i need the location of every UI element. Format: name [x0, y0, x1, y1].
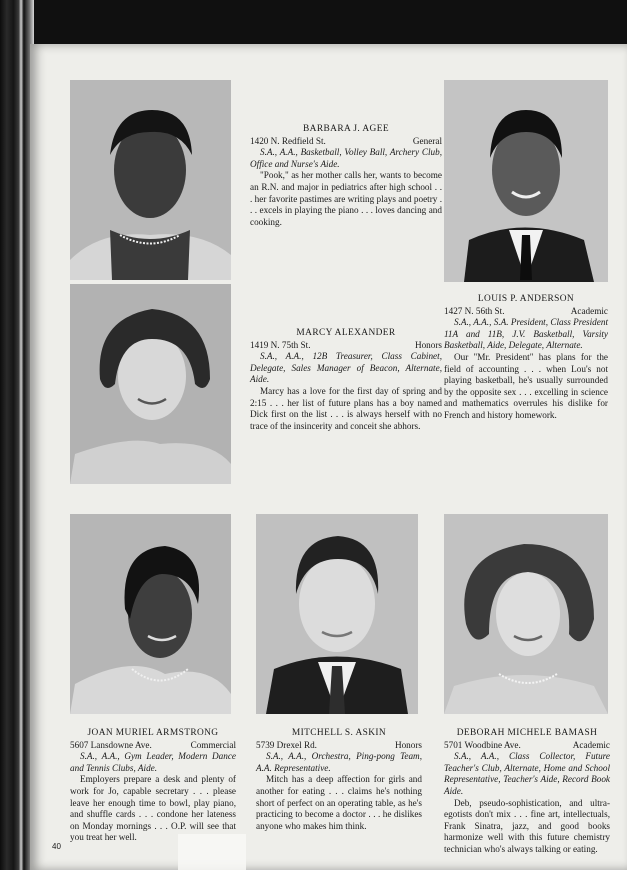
- entry-deborah-bamash: [444, 728, 610, 856]
- course-label: Honors: [414, 339, 442, 350]
- street-address: 5739 Drexel Rd.: [256, 739, 317, 750]
- student-name: BARBARA J. AGEE: [303, 124, 389, 134]
- street-address: 1427 N. 56th St.: [444, 305, 505, 316]
- address-line: [444, 306, 608, 318]
- student-name: MITCHELL S. ASKIN: [291, 728, 387, 738]
- student-name: LOUIS P. ANDERSON: [477, 294, 575, 304]
- course-label: Honors: [394, 739, 422, 750]
- description-text: Deb, pseudo-sophistication, and ultra-egotists don't mix . . . fine art, intellectuals, Frank Sinatra, jazz, and good books harmonize well with this future chemistry technician who's always talking or eating.: [444, 797, 610, 854]
- entry-joan-armstrong: [70, 728, 236, 844]
- street-address: 1419 N. 75th St.: [250, 339, 311, 350]
- portrait-barbara-agee: [70, 80, 231, 280]
- course-label: Commercial: [190, 739, 236, 750]
- address-line: [250, 136, 442, 148]
- description-text: "Pook," as her mother calls her, wants to become an R.N. and major in pediatrics after high school . . . her favorite pastimes are writing plays and poetry . . . excels in playing the piano . . . loves dancing and cooking.: [250, 170, 442, 227]
- portrait-deborah-bamash: [444, 514, 608, 714]
- course-label: Academic: [572, 739, 610, 750]
- student-name: JOAN MURIEL ARMSTRONG: [87, 728, 219, 738]
- description-text: Our "Mr. President" has plans for the field of accounting . . . when Lou's not playing basketball, he's usually surrounded by the opposite sex . . . excelling in science and mathematics overrules his dislike for French and history homework.: [444, 351, 608, 420]
- address-line: [444, 740, 610, 752]
- street-address: 5701 Woodbine Ave.: [444, 739, 521, 750]
- street-address: 5607 Lansdowne Ave.: [70, 739, 152, 750]
- entry-louis-anderson: [444, 294, 608, 422]
- activities-text: S.A., A.A., Basketball, Volley Ball, Archery Club, Office and Nurse's Aide.: [250, 147, 442, 169]
- address-line: [250, 340, 442, 352]
- activities-text: S.A., A.A., Orchestra, Ping-pong Team, A.A. Representative.: [256, 751, 422, 773]
- course-label: General: [412, 135, 442, 146]
- description-text: Employers prepare a desk and plenty of work for Jo, capable secretary . . . please leave her enough time to bowl, play piano, and shuffle cards . . . condone her lateness on Monday mornings . . . O.P. will see that you treat her well.: [70, 774, 236, 843]
- book-spine: [0, 0, 34, 870]
- activities-text: S.A., A.A., S.A. President, Class President 11A and 11B, J.V. Basketball, Varsity Basketball, Aide, Delegate, Alternate.: [444, 317, 608, 351]
- student-name: MARCY ALEXANDER: [296, 328, 396, 338]
- student-name: DEBORAH MICHELE BAMASH: [456, 728, 598, 738]
- scan-background: [0, 0, 627, 46]
- activities-text: S.A., A.A., Gym Leader, Modern Dance and Tennis Clubs, Aide.: [70, 751, 236, 773]
- paper-blemish: [178, 834, 246, 870]
- address-line: [70, 740, 236, 752]
- description-text: Marcy has a love for the first day of spring and 2:15 . . . her list of future plans has a boy named Dick first on the list . . . is always herself with no trace of the insincerity and conceit she abhors.: [250, 385, 442, 431]
- entry-marcy-alexander: [250, 328, 442, 432]
- entry-barbara-agee: [250, 124, 442, 228]
- portrait-louis-anderson: [444, 80, 608, 282]
- portrait-joan-armstrong: [70, 514, 231, 714]
- activities-text: S.A., A.A., Class Collector, Future Teacher's Club, Alternate, Home and School Representative, Teacher's Aide, Record Book Aide.: [444, 751, 610, 796]
- description-text: Mitch has a deep affection for girls and another for eating . . . claims he's nothing short of perfect on an operating table, as he's practicing to become a doctor . . . he dislikes anyone who makes him think.: [256, 774, 422, 831]
- course-label: Academic: [570, 305, 608, 316]
- portrait-marcy-alexander: [70, 284, 231, 484]
- address-line: [256, 740, 422, 752]
- page-number: 40: [52, 842, 61, 851]
- entry-mitchell-askin: [256, 728, 422, 832]
- street-address: 1420 N. Redfield St.: [250, 135, 326, 146]
- yearbook-page: [30, 44, 627, 870]
- activities-text: S.A., A.A., 12B Treasurer, Class Cabinet, Delegate, Sales Manager of Beacon, Alternate, Aide.: [250, 351, 442, 385]
- portrait-mitchell-askin: [256, 514, 418, 714]
